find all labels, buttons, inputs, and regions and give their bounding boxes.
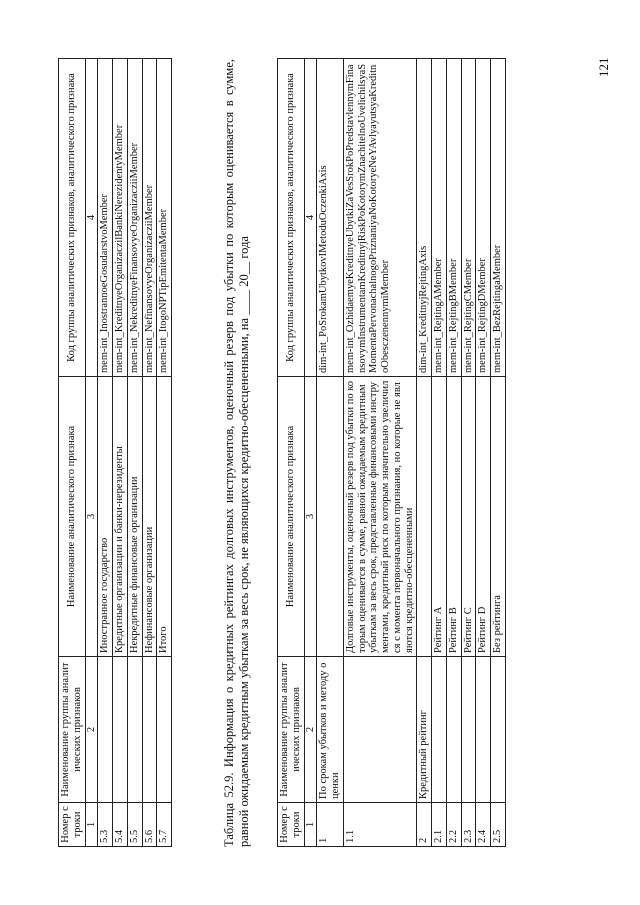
group-name: По срокам убытков и методу оценки bbox=[317, 657, 344, 803]
feature-name: Рейтинг В bbox=[446, 377, 461, 657]
table-row bbox=[317, 59, 344, 847]
group-name bbox=[461, 657, 476, 803]
table-row bbox=[142, 59, 157, 847]
feature-name: Некредитные финансовые организации bbox=[127, 377, 142, 657]
feature-name: Без рейтинга bbox=[491, 377, 506, 657]
feature-code: mem-int_RejtingBMember bbox=[446, 59, 461, 377]
column-number-row bbox=[85, 59, 98, 847]
feature-code: mem-int_RejtingCMember bbox=[461, 59, 476, 377]
column-number-row bbox=[304, 59, 317, 847]
feature-code: mem-int_RejtingAMember bbox=[432, 59, 447, 377]
feature-code: mem-int_KreditnyeOrganizaczilBankiNerezidentyMember bbox=[113, 59, 128, 377]
row-number: 5.5 bbox=[127, 803, 142, 847]
feature-name: Рейтинг С bbox=[461, 377, 476, 657]
header-code: Код группы аналитических признаков, аналитического признака bbox=[278, 59, 305, 377]
group-name bbox=[98, 657, 113, 803]
column-number: 1 bbox=[85, 803, 98, 847]
group-name bbox=[432, 657, 447, 803]
group-name bbox=[446, 657, 461, 803]
row-number: 5.6 bbox=[142, 803, 157, 847]
feature-code: mem-int_ItogoNPTipEmitentaMember bbox=[157, 59, 172, 377]
group-name bbox=[127, 657, 142, 803]
feature-code: mem-int_BezRejtingaMember bbox=[491, 59, 506, 377]
feature-name: Рейтинг D bbox=[476, 377, 491, 657]
row-number: 2.2 bbox=[446, 803, 461, 847]
table-caption: Таблица 52.9. Информация о кредитных рейтингах долговых инструментов, оценочный резерв под убытки по которым оценивается в сумме, равной ожидаемым кредитным убыткам за весь срок, не являющихся кредитно-обесцененными, на ____ 20__ года bbox=[222, 59, 251, 847]
group-name: Кредитный рейтинг bbox=[417, 657, 432, 803]
feature-name: Кредитные организации и банки-нерезиденты bbox=[113, 377, 128, 657]
column-number: 3 bbox=[85, 377, 98, 657]
column-number: 4 bbox=[304, 59, 317, 377]
table-top bbox=[58, 58, 172, 847]
feature-code: mem-int_RejtingDMember bbox=[476, 59, 491, 377]
table-header-row bbox=[278, 59, 305, 847]
feature-name: Рейтинг А bbox=[432, 377, 447, 657]
header-group-name: Наименование группы аналитических признаков bbox=[59, 657, 86, 803]
row-number: 5.3 bbox=[98, 803, 113, 847]
feature-name bbox=[317, 377, 344, 657]
feature-code: dim-int_KreditnyjRejtingAxis bbox=[417, 59, 432, 377]
column-number: 2 bbox=[85, 657, 98, 803]
feature-name: Нефинансовые организации bbox=[142, 377, 157, 657]
table-row bbox=[113, 59, 128, 847]
feature-code: dim-int_PoSrokamUbytkovIMetoduOczenkiAxis bbox=[317, 59, 344, 377]
table-row bbox=[476, 59, 491, 847]
group-name bbox=[343, 657, 417, 803]
row-number: 1 bbox=[317, 803, 344, 847]
feature-name bbox=[417, 377, 432, 657]
table-row bbox=[157, 59, 172, 847]
column-number: 4 bbox=[85, 59, 98, 377]
table-bottom bbox=[277, 58, 506, 847]
group-name bbox=[476, 657, 491, 803]
row-number: 2.4 bbox=[476, 803, 491, 847]
feature-code: mem-int_NekreditnyeFinansovyeOrganizacziiMember bbox=[127, 59, 142, 377]
row-number: 5.7 bbox=[157, 803, 172, 847]
column-number: 3 bbox=[304, 377, 317, 657]
group-name bbox=[142, 657, 157, 803]
row-number: 2.5 bbox=[491, 803, 506, 847]
page-number: 121 bbox=[596, 57, 611, 77]
row-number: 2 bbox=[417, 803, 432, 847]
group-name bbox=[157, 657, 172, 803]
table-row bbox=[127, 59, 142, 847]
row-number: 5.4 bbox=[113, 803, 128, 847]
table-row bbox=[343, 59, 417, 847]
table-row bbox=[446, 59, 461, 847]
column-number: 1 bbox=[304, 803, 317, 847]
header-feature-name: Наименование аналитического признака bbox=[278, 377, 305, 657]
table-row bbox=[432, 59, 447, 847]
feature-name: Иностранное государство bbox=[98, 377, 113, 657]
table-header-row bbox=[59, 59, 86, 847]
table-row bbox=[417, 59, 432, 847]
group-name bbox=[113, 657, 128, 803]
row-number: 1.1 bbox=[343, 803, 417, 847]
header-feature-name: Наименование аналитического признака bbox=[59, 377, 86, 657]
header-group-name: Наименование группы аналитических признаков bbox=[278, 657, 305, 803]
group-name bbox=[491, 657, 506, 803]
feature-name: Итого bbox=[157, 377, 172, 657]
table-row bbox=[491, 59, 506, 847]
feature-code: mem-int_InostrannoeGosudarstvoMember bbox=[98, 59, 113, 377]
feature-name: Долговые инструменты, оценочный резерв под убытки по которым оценивается в сумме, равной ожидаемым кредитным убыткам за весь срок, представленные финансовыми инструментами, кредитный риск по которым значительно увеличился с момента первоначального признания, но которые не являются кредитно-обесцененными bbox=[343, 377, 417, 657]
table-row bbox=[98, 59, 113, 847]
header-code: Код группы аналитических признаков, аналитического признака bbox=[59, 59, 86, 377]
header-row-number: Номер строки bbox=[59, 803, 86, 847]
feature-code: mem-int_NefinansovyeOrganizacziiMember bbox=[142, 59, 157, 377]
feature-code: mem-int_OzhidaemyeKreditnyeUbytkiZaVesSrokPoPredstavlennymFinansovymInstrumentamKreditnyjRiskPoKotorymZnachitelnoUvelichilsyaSMomentaPervonachalnogoPriznaniyaNoKotoryeNeYAvlyayutsyaKreditnoObesczenennymiMember bbox=[343, 59, 417, 377]
row-number: 2.3 bbox=[461, 803, 476, 847]
header-row-number: Номер строки bbox=[278, 803, 305, 847]
row-number: 2.1 bbox=[432, 803, 447, 847]
column-number: 2 bbox=[304, 657, 317, 803]
table-row bbox=[461, 59, 476, 847]
